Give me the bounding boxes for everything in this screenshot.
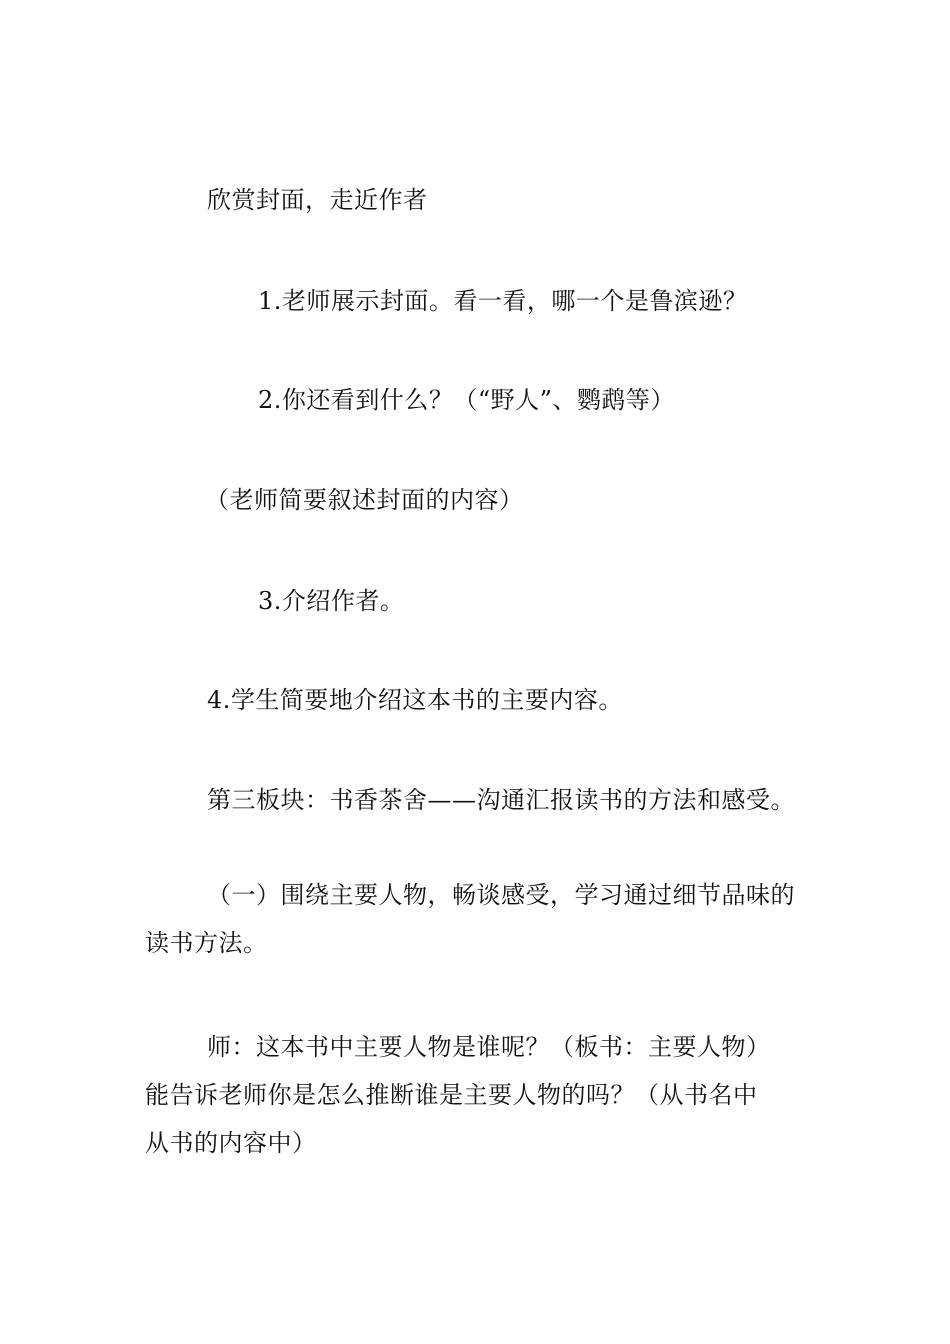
list-item-2: 2.你还看到什么？（“野人”、鹦鹉等） <box>258 386 675 414</box>
section-three-heading: 第三板块：书香茶舍——沟通汇报读书的方法和感受。 <box>207 786 795 814</box>
paragraph-one-line-2: 读书方法。 <box>145 929 268 957</box>
list-item-1: 1.老师展示封面。看一看，哪一个是鲁滨逊？ <box>258 287 748 315</box>
paragraph-two-line-3: 从书的内容中） <box>145 1129 317 1157</box>
heading-cover: 欣赏封面，走近作者 <box>207 186 428 214</box>
cover-note: （老师简要叙述封面的内容） <box>205 486 524 514</box>
paragraph-two-line-1: 师：这本书中主要人物是谁呢？（板书：主要人物） <box>207 1033 771 1061</box>
paragraph-two <box>145 1023 815 1167</box>
paragraph-one <box>145 871 815 967</box>
list-item-3: 3.介绍作者。 <box>258 587 405 615</box>
list-item-4: 4.学生简要地介绍这本书的主要内容。 <box>207 686 623 714</box>
paragraph-two-line-2: 能告诉老师你是怎么推断谁是主要人物的吗？（从书名中 <box>145 1081 758 1109</box>
paragraph-one-line-1: （一）围绕主要人物，畅谈感受，学习通过细节品味的 <box>207 881 795 909</box>
